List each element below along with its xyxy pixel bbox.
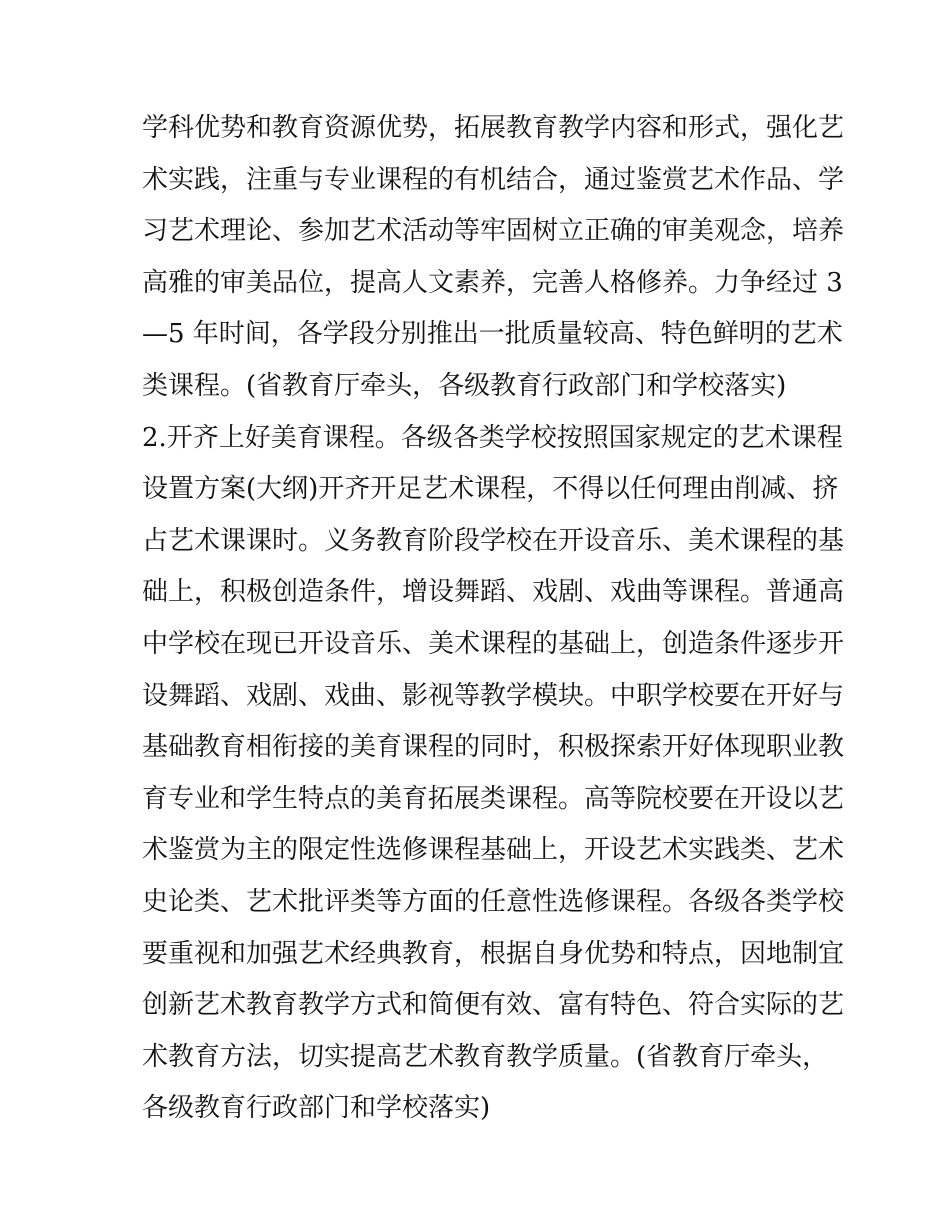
text-line: 习艺术理论、参加艺术活动等牢固树立正确的审美观念，培养 (142, 216, 845, 247)
text-line: 设舞蹈、戏剧、戏曲、影视等教学模块。中职学校要在开好与 (142, 680, 845, 711)
text-line: 术教育方法，切实提高艺术教育教学质量。(省教育厅牵头， (142, 1041, 829, 1072)
text-line: 占艺术课课时。义务教育阶段学校在开设音乐、美术课程的基 (142, 525, 845, 556)
body-text (142, 103, 845, 1135)
text-line: 高雅的审美品位，提高人文素养，完善人格修养。力争经过 3 (142, 267, 843, 298)
text-line: 设置方案(大纲)开齐开足艺术课程，不得以任何理由削减、挤 (142, 474, 839, 505)
text-line: 基础教育相衔接的美育课程的同时，积极探索开好体现职业教 (142, 732, 845, 763)
section-heading-line: 2.开齐上好美育课程。各级各类学校按照国家规定的艺术课程 (142, 422, 843, 453)
text-line: 史论类、艺术批评类等方面的任意性选修课程。各级各类学校 (142, 886, 845, 917)
text-line: 中学校在现已开设音乐、美术课程的基础上，创造条件逐步开 (142, 628, 845, 659)
text-line: 类课程。(省教育厅牵头，各级教育行政部门和学校落实) (142, 370, 787, 401)
text-line: 术实践，注重与专业课程的有机结合，通过鉴赏艺术作品、学 (142, 164, 845, 195)
text-line: 学科优势和教育资源优势，拓展教育教学内容和形式，强化艺 (142, 113, 845, 143)
text-line: 础上，积极创造条件，增设舞蹈、戏剧、戏曲等课程。普通高 (142, 577, 845, 608)
text-line: 术鉴赏为主的限定性选修课程基础上，开设艺术实践类、艺术 (142, 835, 845, 866)
text-line: 育专业和学生特点的美育拓展类课程。高等院校要在开设以艺 (142, 783, 845, 814)
text-line: 各级教育行政部门和学校落实) (142, 1093, 491, 1124)
text-line: 要重视和加强艺术经典教育，根据自身优势和特点，因地制宜 (142, 938, 845, 969)
text-line: 创新艺术教育教学方式和简便有效、富有特色、符合实际的艺 (142, 990, 845, 1021)
text-line: —5 年时间，各学段分别推出一批质量较高、特色鲜明的艺术 (142, 319, 843, 350)
